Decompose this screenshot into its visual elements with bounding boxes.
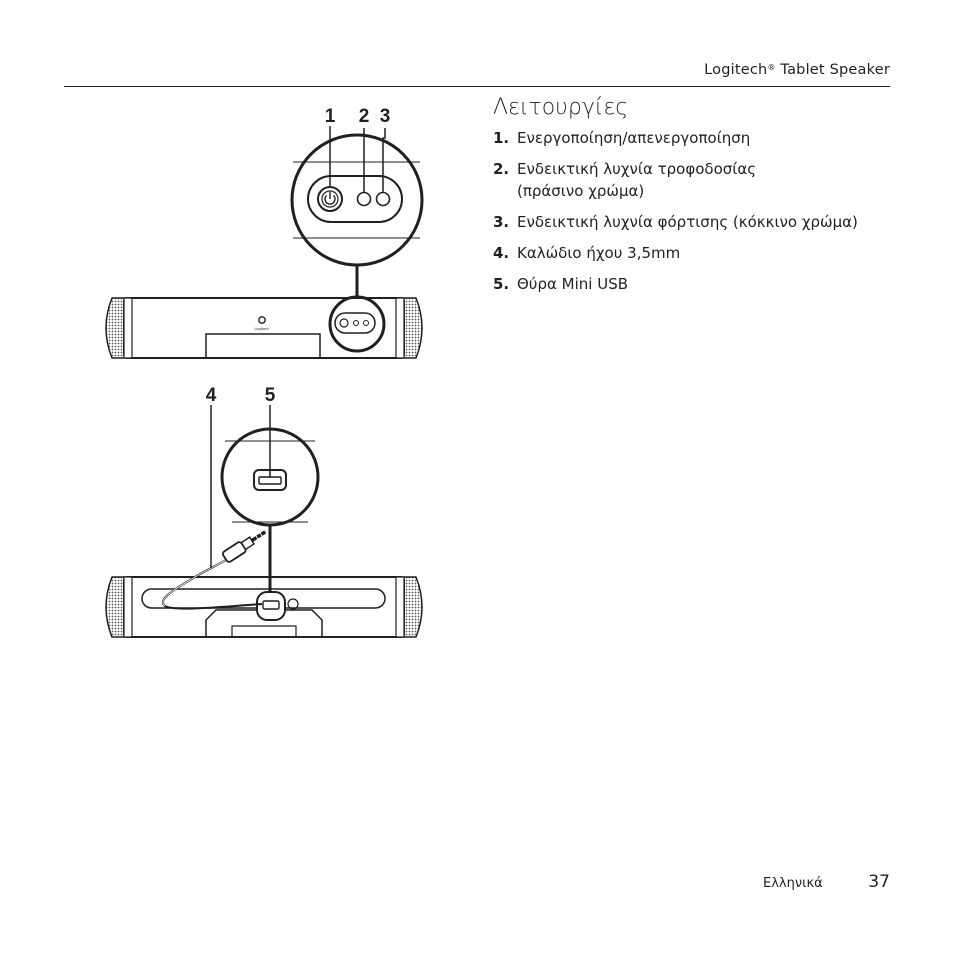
list-item bbox=[493, 127, 903, 149]
callout-3: 3 bbox=[379, 106, 391, 127]
list-item-text: Ενδεικτική λυχνία φόρτισης (κόκκινο χρώμα) bbox=[517, 213, 858, 231]
header-title bbox=[704, 62, 890, 78]
list-item bbox=[493, 211, 903, 233]
registered-mark: ® bbox=[767, 63, 776, 72]
list-item-text: Ενεργοποίηση/απενεργοποίηση bbox=[517, 129, 751, 147]
speaker-back-view bbox=[106, 545, 422, 637]
footer-language: Ελληνικά bbox=[763, 876, 823, 891]
list-item-number: 3. bbox=[493, 213, 510, 231]
usb-port-small bbox=[257, 592, 285, 620]
list-item bbox=[493, 158, 903, 202]
callout-2: 2 bbox=[358, 106, 370, 127]
list-item-text: Ενδεικτική λυχνία τροφοδοσίας (πράσινο χρώμα) bbox=[517, 160, 757, 200]
header-brand: Logitech bbox=[704, 62, 768, 78]
feature-list bbox=[493, 127, 903, 304]
list-item-number: 5. bbox=[493, 275, 510, 293]
section-title: Λειτουργίες bbox=[493, 95, 629, 120]
list-item bbox=[493, 273, 903, 295]
tablet-slot bbox=[206, 334, 320, 358]
list-item-number: 1. bbox=[493, 129, 510, 147]
list-item bbox=[493, 242, 903, 264]
callout-1: 1 bbox=[324, 106, 336, 127]
list-item-number: 4. bbox=[493, 244, 510, 262]
page-number: 37 bbox=[868, 872, 890, 892]
logo-text: Logitech bbox=[254, 327, 270, 331]
speaker-diagram bbox=[90, 95, 440, 655]
list-item-text: Θύρα Mini USB bbox=[517, 275, 629, 293]
list-item-number: 2. bbox=[493, 160, 510, 178]
controls-zoom-view bbox=[292, 135, 422, 265]
callout-5: 5 bbox=[264, 385, 276, 406]
list-item-text: Καλώδιο ήχου 3,5mm bbox=[517, 244, 681, 262]
speaker-front-view bbox=[106, 297, 422, 358]
header-product: Tablet Speaker bbox=[775, 62, 890, 78]
audio-jack-icon bbox=[222, 527, 269, 563]
power-button-icon bbox=[318, 187, 342, 211]
header-rule bbox=[64, 86, 890, 87]
callout-4: 4 bbox=[205, 385, 217, 406]
